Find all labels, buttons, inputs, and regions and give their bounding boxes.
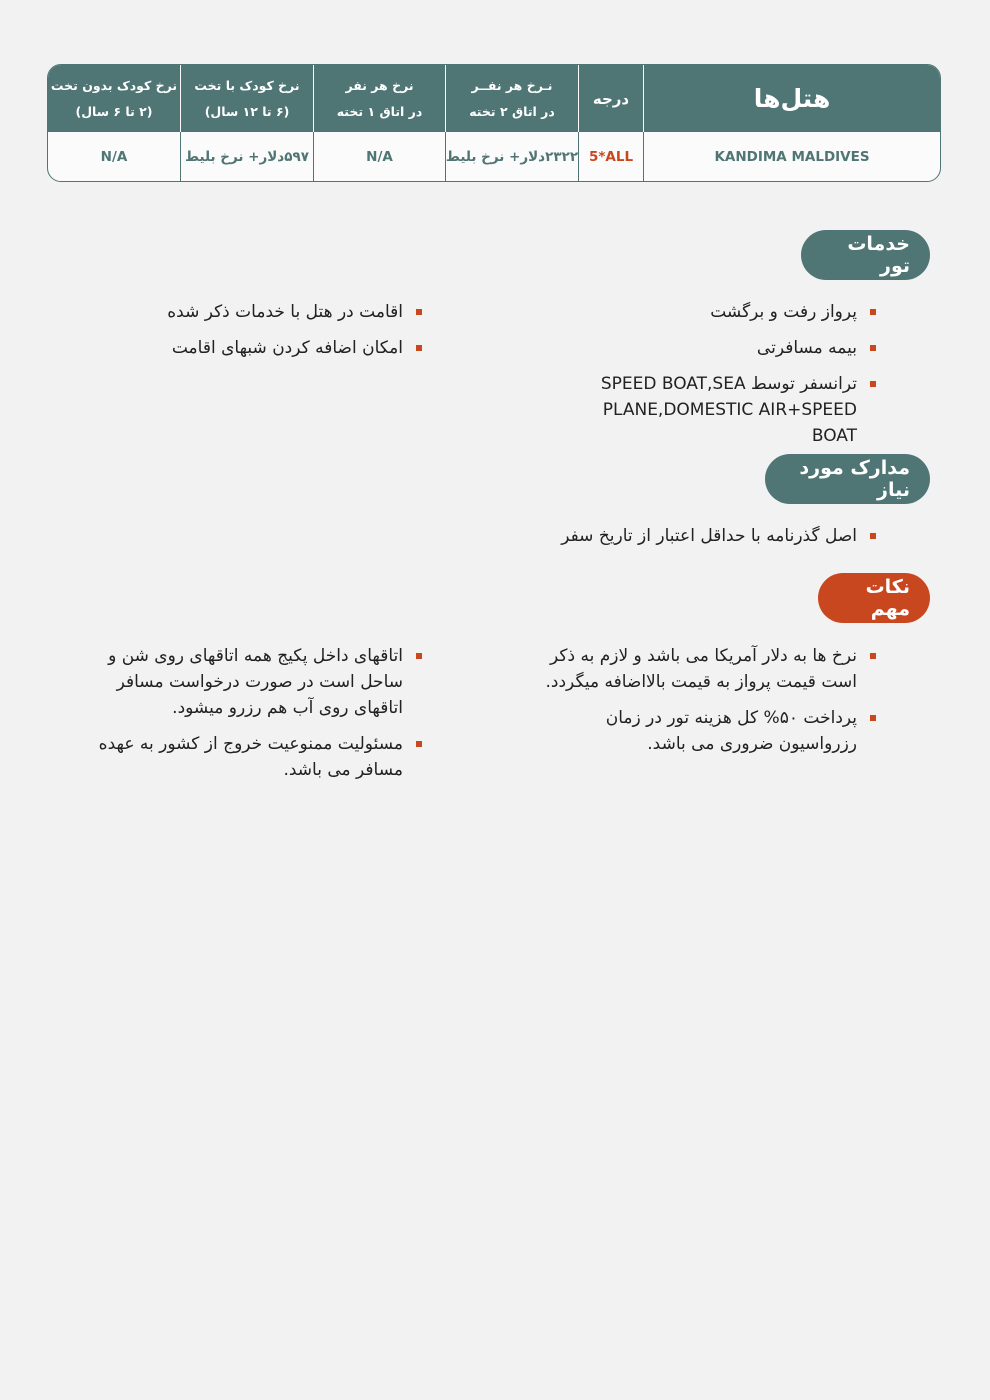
header-child-bed <box>180 65 313 132</box>
header-rate-single-line2: در اتاق ۱ تخته <box>336 103 423 119</box>
cell-child-bed: ۵۹۷دلار+ نرخ بلیط <box>180 132 313 181</box>
header-rate-double <box>445 65 578 132</box>
header-child-nobed <box>48 65 180 132</box>
header-child-bed-line1: نرخ کودک با تخت <box>194 77 300 93</box>
list-item: مسئولیت ممنوعیت خروج از کشور به عهده مسافر می باشد. <box>69 731 439 783</box>
cell-grade: 5*ALL <box>578 132 643 181</box>
tour-services-list-right <box>563 299 893 459</box>
documents-list <box>533 523 893 559</box>
important-notes-list-left <box>69 643 439 793</box>
table-row <box>48 132 940 181</box>
header-rate-double-line2: در اتاق ۲ تخته <box>469 103 555 119</box>
header-child-bed-line2: (۶ تا ۱۲ سال) <box>204 103 290 119</box>
cell-rate-double: ۲۳۲۲دلار+ نرخ بلیط <box>445 132 578 181</box>
list-item: پرداخت ۵۰% کل هزینه تور در زمان رزرواسیون ضروری می باشد. <box>523 705 893 757</box>
tour-services-list-left <box>139 299 439 371</box>
list-item: ترانسفر توسط SPEED BOAT,SEA PLANE,DOMESTIC AIR+SPEED BOAT <box>563 371 893 449</box>
list-item: بیمه مسافرتی <box>563 335 893 361</box>
header-rate-single-line1: نرخ هر نفر <box>345 77 414 93</box>
list-item: پرواز رفت و برگشت <box>563 299 893 325</box>
list-item: اتاقهای داخل پکیج همه اتاقهای روی شن و ساحل است در صورت درخواست مسافر اتاقهای روی آب هم رزرو میشود. <box>69 643 439 721</box>
header-grade <box>578 65 643 132</box>
header-rate-double-line1: نـرخ هر نفــر <box>471 77 553 93</box>
important-notes-heading: نکات مهم <box>818 573 930 623</box>
header-hotels <box>643 65 940 132</box>
hotels-table <box>47 64 941 182</box>
header-rate-single <box>313 65 445 132</box>
list-item: اصل گذرنامه با حداقل اعتبار از تاریخ سفر <box>533 523 893 549</box>
list-item: امکان اضافه کردن شبهای اقامت <box>139 335 439 361</box>
header-child-nobed-line1: نرخ کودک بدون تخت <box>50 77 178 93</box>
header-hotels-label: هتل‌ها <box>753 84 831 113</box>
tour-services-heading: خدمات تور <box>801 230 930 280</box>
header-child-nobed-line2: (۲ تا ۶ سال) <box>75 103 153 119</box>
documents-heading: مدارک مورد نیاز <box>765 454 930 504</box>
cell-rate-single: N/A <box>313 132 445 181</box>
important-notes-list-right <box>523 643 893 767</box>
list-item: اقامت در هتل با خدمات ذکر شده <box>139 299 439 325</box>
table-header-row <box>48 65 940 132</box>
list-item: نرخ ها به دلار آمریکا می باشد و لازم به ذکر است قیمت پرواز به قیمت بالااضافه میگردد. <box>523 643 893 695</box>
cell-hotel-name: KANDIMA MALDIVES <box>643 132 940 181</box>
cell-child-nobed: N/A <box>100 148 128 165</box>
header-grade-label: درجه <box>592 89 630 108</box>
